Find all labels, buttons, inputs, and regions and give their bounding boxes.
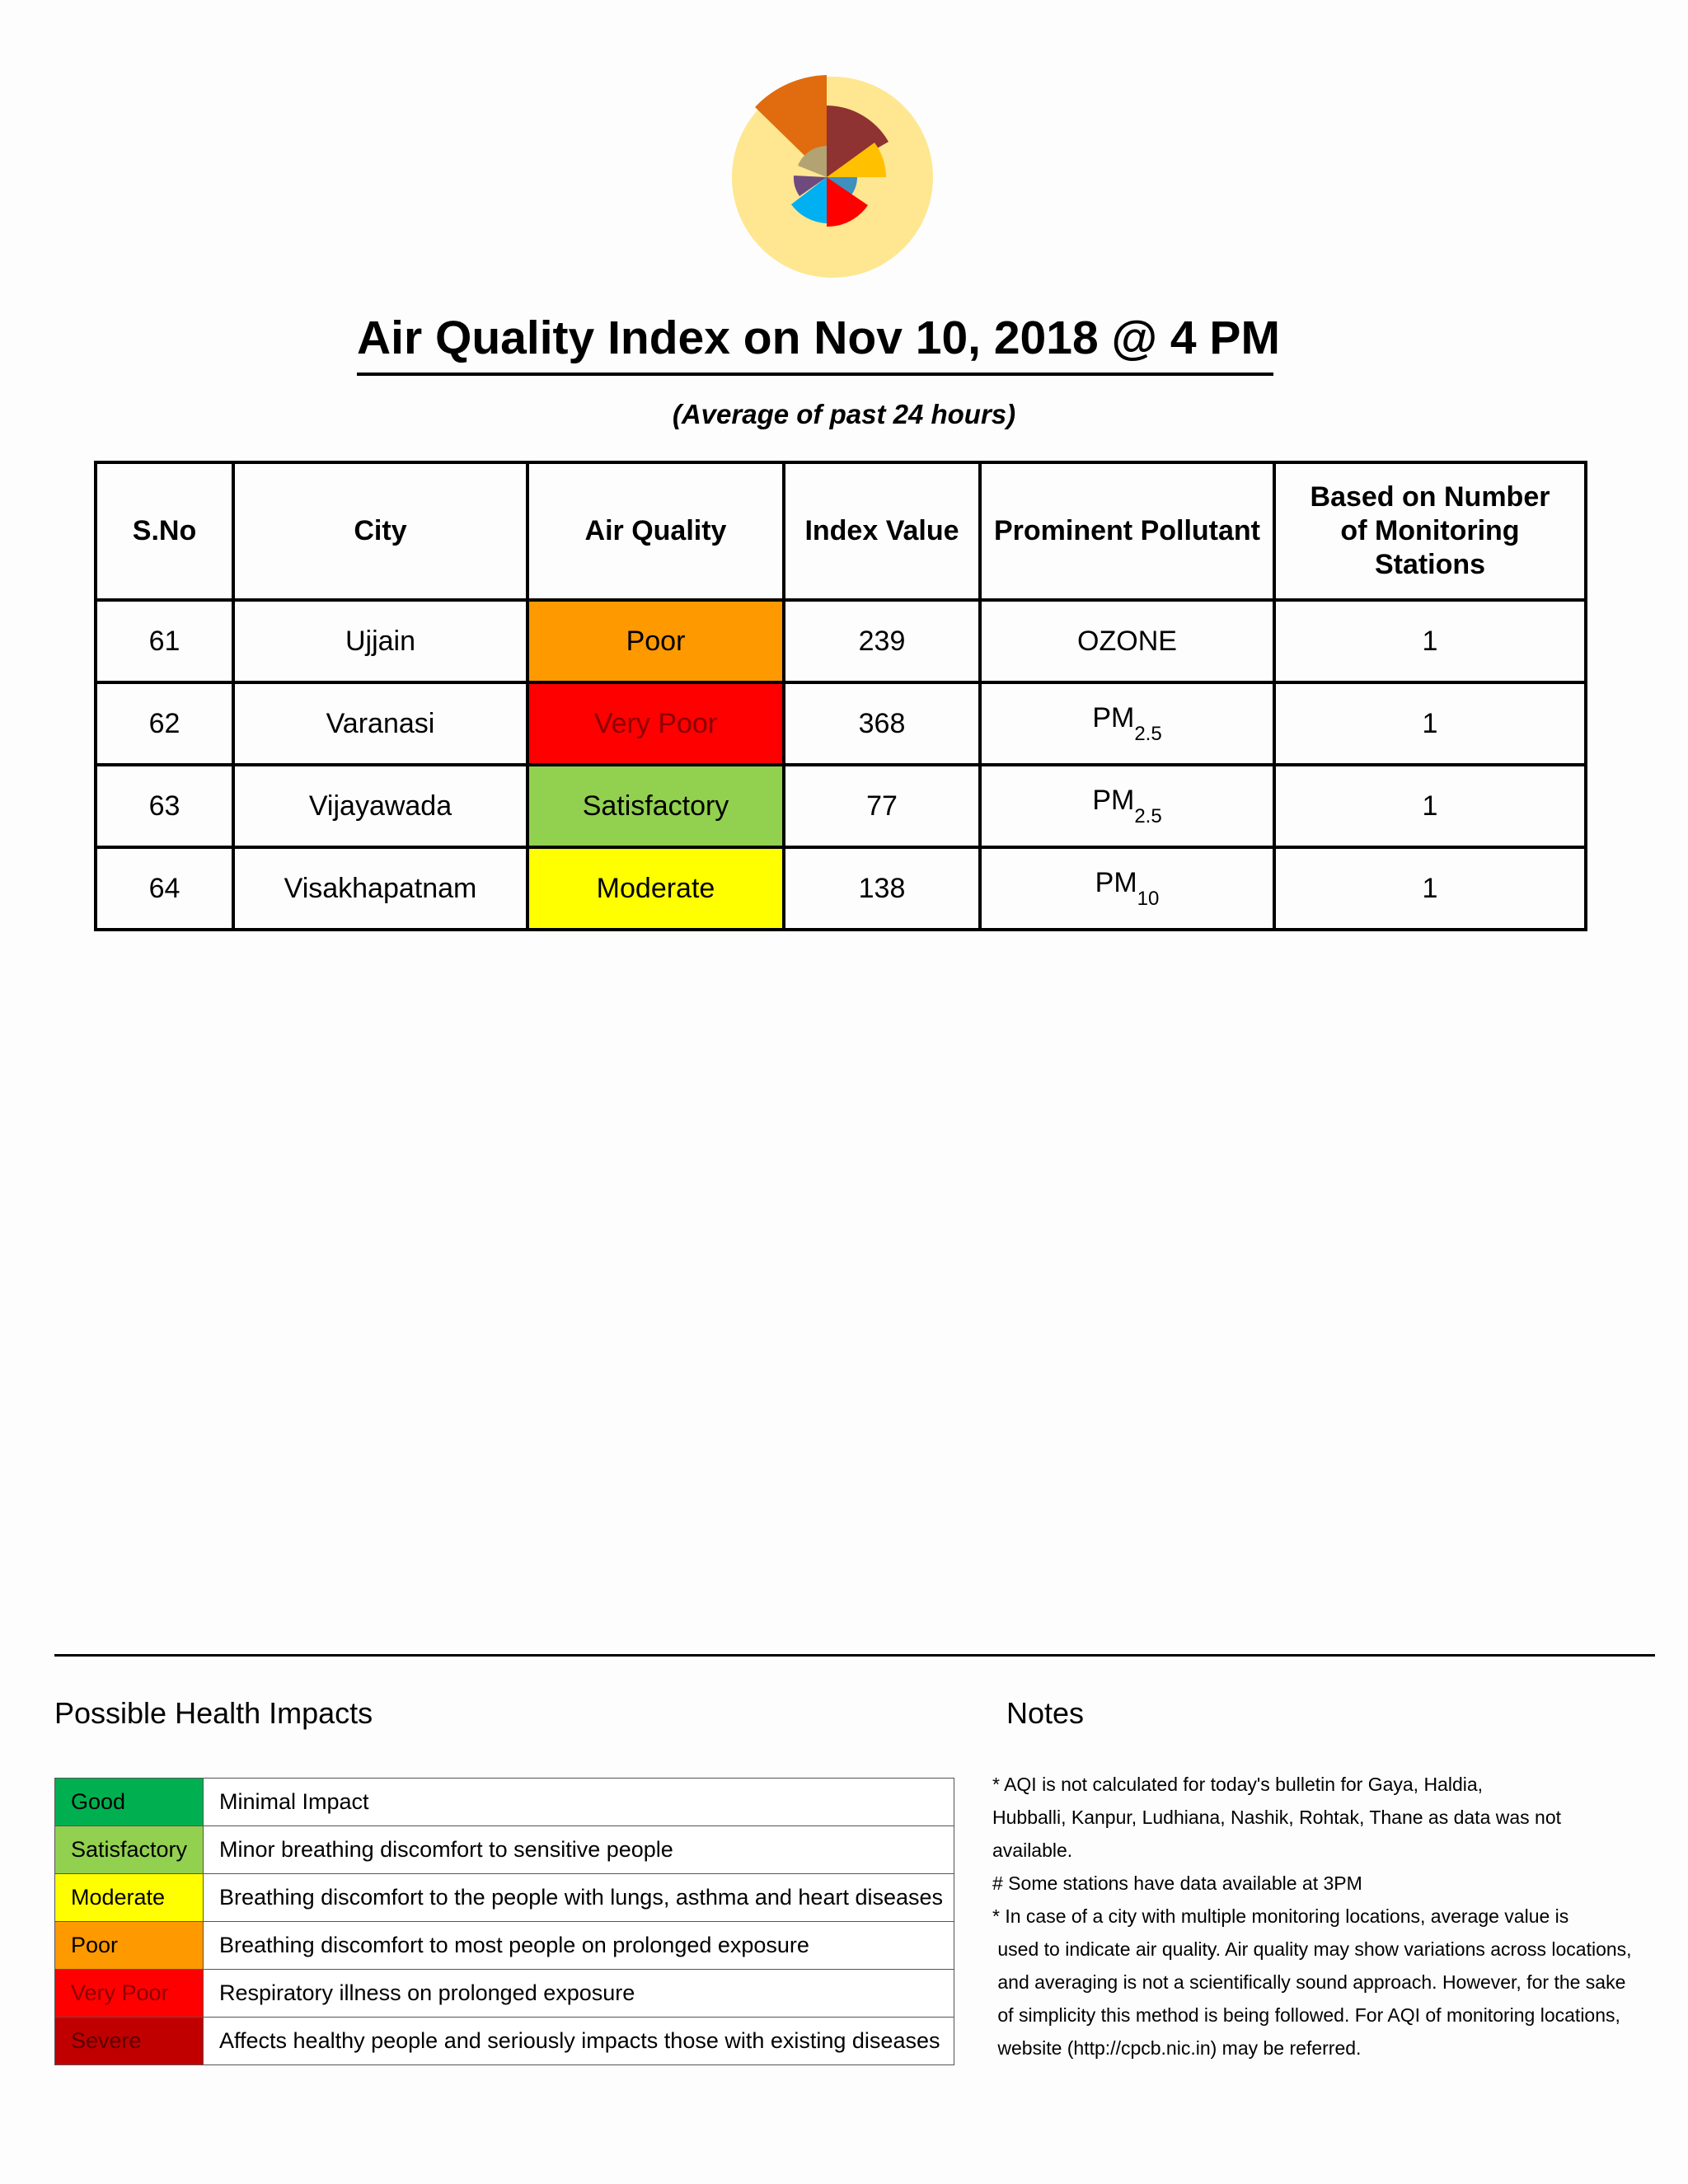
table-row bbox=[96, 600, 1586, 682]
header-city: City bbox=[233, 462, 528, 600]
pollutant-name: OZONE bbox=[1077, 625, 1177, 657]
legend-category: Good bbox=[55, 1779, 204, 1826]
air-quality-cell: Very Poor bbox=[528, 682, 784, 765]
table-row bbox=[96, 847, 1586, 930]
pollutant-subscript: 2.5 bbox=[1134, 722, 1162, 745]
stations-cell: 1 bbox=[1274, 600, 1586, 682]
header-sno: S.No bbox=[96, 462, 233, 600]
legend-row bbox=[55, 1922, 954, 1970]
legend-row bbox=[55, 2018, 954, 2065]
pollutant-subscript: 2.5 bbox=[1134, 804, 1162, 827]
legend-impact: Minimal Impact bbox=[204, 1779, 954, 1826]
index-value-cell: 77 bbox=[784, 765, 980, 847]
aqi-table bbox=[94, 461, 1587, 931]
pollutant-name: PM bbox=[1092, 701, 1135, 733]
header-monitoring-stations: Based on Number of Monitoring Stations bbox=[1274, 462, 1586, 600]
note-line: and averaging is not a scientifically sound approach. However, for the sake bbox=[992, 1971, 1626, 1993]
pollutant-cell bbox=[980, 847, 1274, 930]
stations-cell: 1 bbox=[1274, 765, 1586, 847]
legend-row bbox=[55, 1970, 954, 2018]
legend-impact: Breathing discomfort to most people on prolonged exposure bbox=[204, 1922, 954, 1970]
legend-category: Severe bbox=[55, 2018, 204, 2065]
table-row bbox=[96, 765, 1586, 847]
header-index-value: Index Value bbox=[784, 462, 980, 600]
sno-cell: 63 bbox=[96, 765, 233, 847]
stations-cell: 1 bbox=[1274, 847, 1586, 930]
legend-category: Poor bbox=[55, 1922, 204, 1970]
table-row bbox=[96, 682, 1586, 765]
header-air-quality: Air Quality bbox=[528, 462, 784, 600]
air-quality-cell: Poor bbox=[528, 600, 784, 682]
note-line: * In case of a city with multiple monitoring locations, average value is bbox=[992, 1905, 1569, 1927]
city-cell: Varanasi bbox=[233, 682, 528, 765]
legend-row bbox=[55, 1874, 954, 1922]
pollutant-subscript: 10 bbox=[1137, 887, 1160, 910]
legend-category: Very Poor bbox=[55, 1970, 204, 2018]
header-prominent-pollutant: Prominent Pollutant bbox=[980, 462, 1274, 600]
title-underline bbox=[357, 373, 1273, 376]
report-subtitle: (Average of past 24 hours) bbox=[672, 399, 1016, 429]
legend-impact: Breathing discomfort to the people with lungs, asthma and heart diseases bbox=[204, 1874, 954, 1922]
pollutant-name: PM bbox=[1092, 784, 1135, 816]
pollutant-cell bbox=[980, 765, 1274, 847]
note-line: available. bbox=[992, 1840, 1073, 1861]
report-title: Air Quality Index on Nov 10, 2018 @ 4 PM bbox=[357, 312, 1280, 364]
note-line: used to indicate air quality. Air quality may show variations across locations, bbox=[992, 1938, 1632, 1960]
legend-category: Moderate bbox=[55, 1874, 204, 1922]
pollutant-cell bbox=[980, 682, 1274, 765]
stations-cell: 1 bbox=[1274, 682, 1586, 765]
pollutant-name: PM bbox=[1095, 866, 1137, 898]
health-impacts-legend bbox=[54, 1778, 954, 2065]
legend-impact: Minor breathing discomfort to sensitive people bbox=[204, 1826, 954, 1874]
note-line: # Some stations have data available at 3PM bbox=[992, 1872, 1362, 1894]
air-quality-cell: Moderate bbox=[528, 847, 784, 930]
legend-row bbox=[55, 1779, 954, 1826]
note-line: * AQI is not calculated for today's bulletin for Gaya, Haldia, bbox=[992, 1774, 1484, 1795]
legend-impact: Respiratory illness on prolonged exposure bbox=[204, 1970, 954, 2018]
city-cell: Visakhapatnam bbox=[233, 847, 528, 930]
sno-cell: 62 bbox=[96, 682, 233, 765]
note-line: website (http://cpcb.nic.in) may be referred. bbox=[992, 2037, 1362, 2059]
note-line: Hubballi, Kanpur, Ludhiana, Nashik, Rohtak, Thane as data was not bbox=[992, 1807, 1562, 1828]
index-value-cell: 138 bbox=[784, 847, 980, 930]
note-line: of simplicity this method is being followed. For AQI of monitoring locations, bbox=[992, 2004, 1620, 2026]
notes-text bbox=[992, 1768, 1652, 2064]
air-quality-cell: Satisfactory bbox=[528, 765, 784, 847]
legend-impact: Affects healthy people and seriously impacts those with existing diseases bbox=[204, 2018, 954, 2065]
legend-category: Satisfactory bbox=[55, 1826, 204, 1874]
sno-cell: 61 bbox=[96, 600, 233, 682]
city-cell: Ujjain bbox=[233, 600, 528, 682]
aqi-logo-icon bbox=[732, 73, 940, 280]
pollutant-cell bbox=[980, 600, 1274, 682]
table-header-row bbox=[96, 462, 1586, 600]
sno-cell: 64 bbox=[96, 847, 233, 930]
index-value-cell: 239 bbox=[784, 600, 980, 682]
section-divider bbox=[54, 1654, 1655, 1657]
index-value-cell: 368 bbox=[784, 682, 980, 765]
legend-row bbox=[55, 1826, 954, 1874]
notes-title: Notes bbox=[1006, 1696, 1085, 1730]
city-cell: Vijayawada bbox=[233, 765, 528, 847]
health-impacts-title: Possible Health Impacts bbox=[54, 1696, 373, 1730]
